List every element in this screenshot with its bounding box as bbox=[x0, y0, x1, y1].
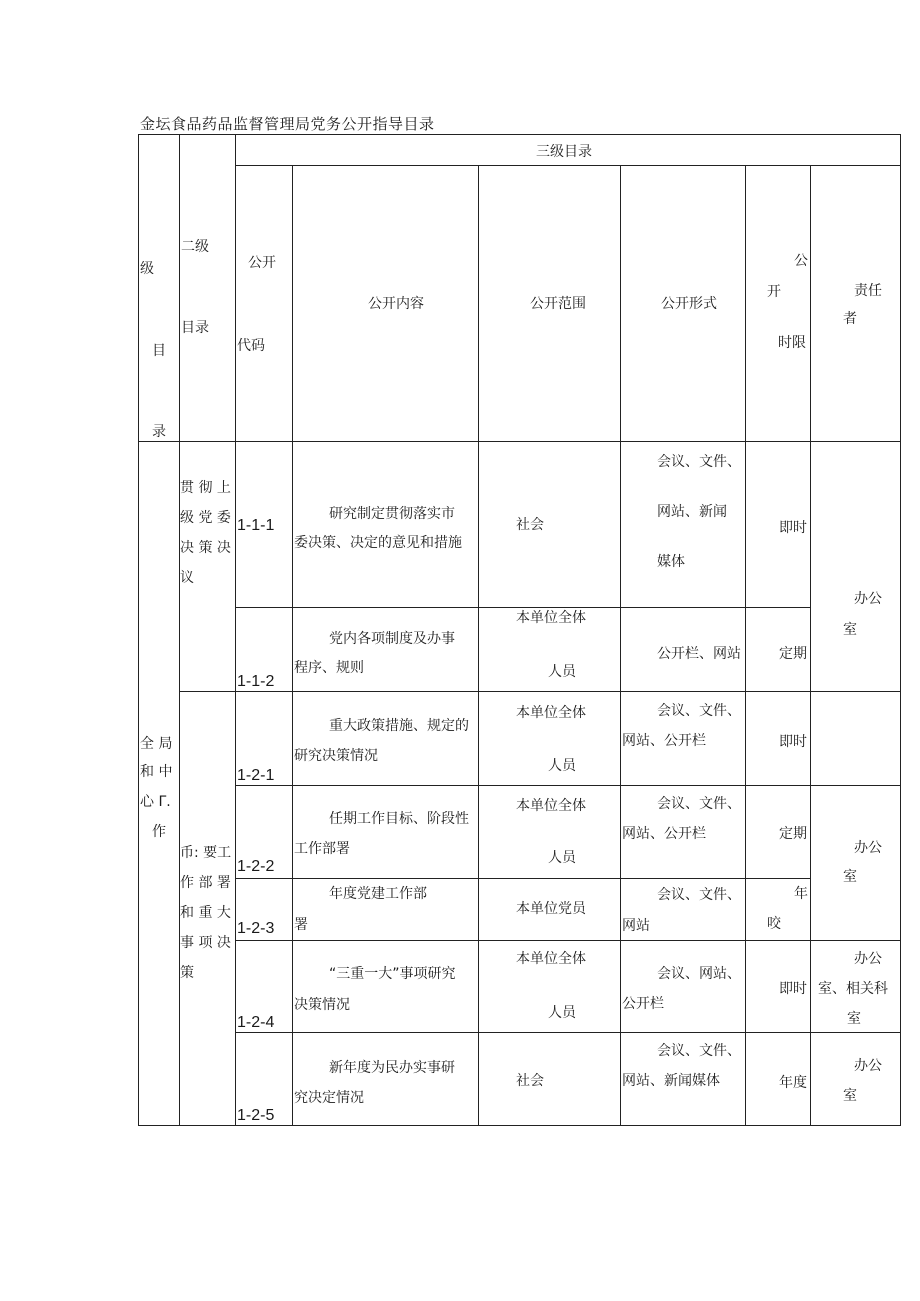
row-content-line: 研究决策情况 bbox=[294, 748, 378, 764]
level2-cell-line: 币: 要工 bbox=[180, 845, 232, 861]
row-code: 1-2-5 bbox=[237, 1107, 275, 1124]
row-content-line: 党内各项制度及办事 bbox=[329, 631, 455, 647]
grid-line bbox=[179, 691, 901, 692]
level2-cell-line: 贯 彻 上 bbox=[180, 480, 231, 496]
level2-cell-line: 级 党 委 bbox=[180, 510, 231, 526]
row-content-line: 究决定情况 bbox=[294, 1090, 364, 1106]
grid-line bbox=[235, 878, 810, 879]
level2-cell-line: 决 策 决 bbox=[180, 540, 231, 556]
row-code: 1-1-1 bbox=[237, 517, 275, 534]
row-scope-line: 本单位党员 bbox=[516, 901, 586, 917]
row-time-line: 咬 bbox=[767, 916, 781, 932]
grid-line bbox=[235, 785, 901, 786]
level1-header-char: 目 bbox=[152, 343, 166, 359]
level2-cell-line: 作 部 署 bbox=[180, 875, 231, 891]
grid-line bbox=[810, 165, 811, 1126]
row-form-line: 网站 bbox=[622, 918, 650, 934]
grid-line bbox=[478, 165, 479, 1126]
level1-header-char: 录 bbox=[152, 424, 166, 440]
row-code: 1-1-2 bbox=[237, 673, 275, 690]
row-code: 1-2-1 bbox=[237, 767, 275, 784]
row-scope-line: 人员 bbox=[548, 758, 576, 774]
level1-cell-line: 全 局 bbox=[140, 736, 173, 752]
level2-header-line: 二级 bbox=[181, 239, 209, 255]
row-content-line: 重大政策措施、规定的 bbox=[329, 718, 469, 734]
level2-cell-line: 和 重 大 bbox=[180, 905, 231, 921]
row-form-line: 公开栏 bbox=[622, 996, 664, 1012]
level2-header-line: 目录 bbox=[181, 320, 209, 336]
catalog-table bbox=[138, 134, 901, 1126]
row-form-line: 会议、文件、 bbox=[657, 703, 741, 719]
grid-line bbox=[292, 165, 293, 1126]
owner-cell-line: 室 bbox=[847, 1011, 861, 1027]
owner-cell-line: 办公 bbox=[854, 840, 882, 856]
table-border-right bbox=[900, 134, 901, 1126]
grid-line bbox=[235, 940, 901, 941]
owner-header-line: 者 bbox=[843, 311, 857, 327]
table-border-top bbox=[138, 134, 901, 135]
grid-line bbox=[138, 441, 901, 442]
level2-cell-line: 议 bbox=[180, 570, 194, 586]
row-time-line: 年度 bbox=[779, 1075, 807, 1091]
row-time-line: 年 bbox=[794, 886, 808, 902]
row-form-line: 会议、文件、 bbox=[657, 1043, 741, 1059]
owner-cell-line: 室、相关科 bbox=[818, 981, 888, 997]
row-content-line: 研究制定贯彻落实市 bbox=[329, 506, 455, 522]
row-time-line: 即时 bbox=[779, 981, 807, 997]
row-scope-line: 社会 bbox=[516, 1073, 544, 1089]
time-header-line: 公 bbox=[794, 253, 808, 269]
grid-line bbox=[235, 134, 236, 1126]
row-code: 1-2-3 bbox=[237, 920, 275, 937]
row-form-line: 网站、新闻 bbox=[657, 504, 727, 520]
row-form-line: 会议、网站、 bbox=[657, 966, 741, 982]
time-header-line: 时限 bbox=[778, 335, 806, 351]
row-content-line: 署 bbox=[294, 917, 308, 933]
level2-cell-line: 事 项 决 bbox=[180, 935, 231, 951]
level1-cell-line: 心 Γ. bbox=[140, 794, 171, 810]
page-title: 金坛食品药品监督管理局党务公开指导目录 bbox=[140, 115, 435, 133]
level1-header-char: 级 bbox=[140, 261, 154, 277]
owner-cell-line: 室 bbox=[843, 1088, 857, 1104]
owner-cell-line: 办公 bbox=[854, 1058, 882, 1074]
row-content-line: 程序、规则 bbox=[294, 660, 364, 676]
level1-cell-line: 作 bbox=[152, 824, 166, 840]
code-header-line: 代码 bbox=[237, 338, 265, 354]
row-content-line: 新年度为民办实事研 bbox=[329, 1060, 455, 1076]
row-form-line: 媒体 bbox=[657, 554, 685, 570]
time-header-line: 开 bbox=[767, 284, 781, 300]
row-code: 1-2-2 bbox=[237, 858, 275, 875]
owner-cell-line: 室 bbox=[843, 622, 857, 638]
row-content-line: 工作部署 bbox=[294, 841, 350, 857]
row-content-line: “三重一大”事项研究 bbox=[329, 966, 456, 982]
grid-line bbox=[235, 165, 901, 166]
row-scope-line: 本单位全体 bbox=[516, 610, 586, 626]
row-content-line: 任期工作目标、阶段性 bbox=[329, 811, 469, 827]
owner-cell-line: 室 bbox=[843, 869, 857, 885]
row-time-line: 定期 bbox=[779, 826, 807, 842]
row-code: 1-2-4 bbox=[237, 1014, 275, 1031]
owner-cell-line: 办公 bbox=[854, 951, 882, 967]
grid-line bbox=[620, 165, 621, 1126]
content-header: 公开内容 bbox=[368, 296, 424, 312]
grid-line bbox=[745, 165, 746, 1126]
level2-cell-line: 策 bbox=[180, 965, 194, 981]
row-form-line: 会议、文件、 bbox=[657, 454, 741, 470]
row-form-line: 网站、公开栏 bbox=[622, 733, 706, 749]
owner-header-line: 责任 bbox=[854, 283, 882, 299]
row-scope-line: 社会 bbox=[516, 517, 544, 533]
row-time-line: 即时 bbox=[779, 734, 807, 750]
grid-line bbox=[235, 1032, 901, 1033]
owner-cell-line: 办公 bbox=[854, 591, 882, 607]
level1-cell-line: 和 中 bbox=[140, 764, 173, 780]
row-time-line: 定期 bbox=[779, 646, 807, 662]
row-scope-line: 人员 bbox=[548, 664, 576, 680]
row-scope-line: 人员 bbox=[548, 1005, 576, 1021]
row-form-line: 公开栏、网站 bbox=[657, 646, 741, 662]
row-form-line: 会议、文件、 bbox=[657, 796, 741, 812]
row-scope-line: 本单位全体 bbox=[516, 705, 586, 721]
row-scope-line: 人员 bbox=[548, 850, 576, 866]
row-form-line: 网站、新闻媒体 bbox=[622, 1073, 720, 1089]
table-border-left bbox=[138, 134, 139, 1126]
code-header-line: 公开 bbox=[248, 255, 276, 271]
level3-header: 三级目录 bbox=[536, 144, 592, 160]
row-time-line: 即时 bbox=[779, 520, 807, 536]
row-scope-line: 本单位全体 bbox=[516, 951, 586, 967]
row-content-line: 年度党建工作部 bbox=[329, 886, 427, 902]
scope-header: 公开范围 bbox=[530, 296, 586, 312]
row-form-line: 网站、公开栏 bbox=[622, 826, 706, 842]
row-content-line: 委决策、决定的意见和措施 bbox=[294, 535, 462, 551]
row-form-line: 会议、文件、 bbox=[657, 887, 741, 903]
row-content-line: 决策情况 bbox=[294, 997, 350, 1013]
form-header: 公开形式 bbox=[661, 296, 717, 312]
row-scope-line: 本单位全体 bbox=[516, 798, 586, 814]
